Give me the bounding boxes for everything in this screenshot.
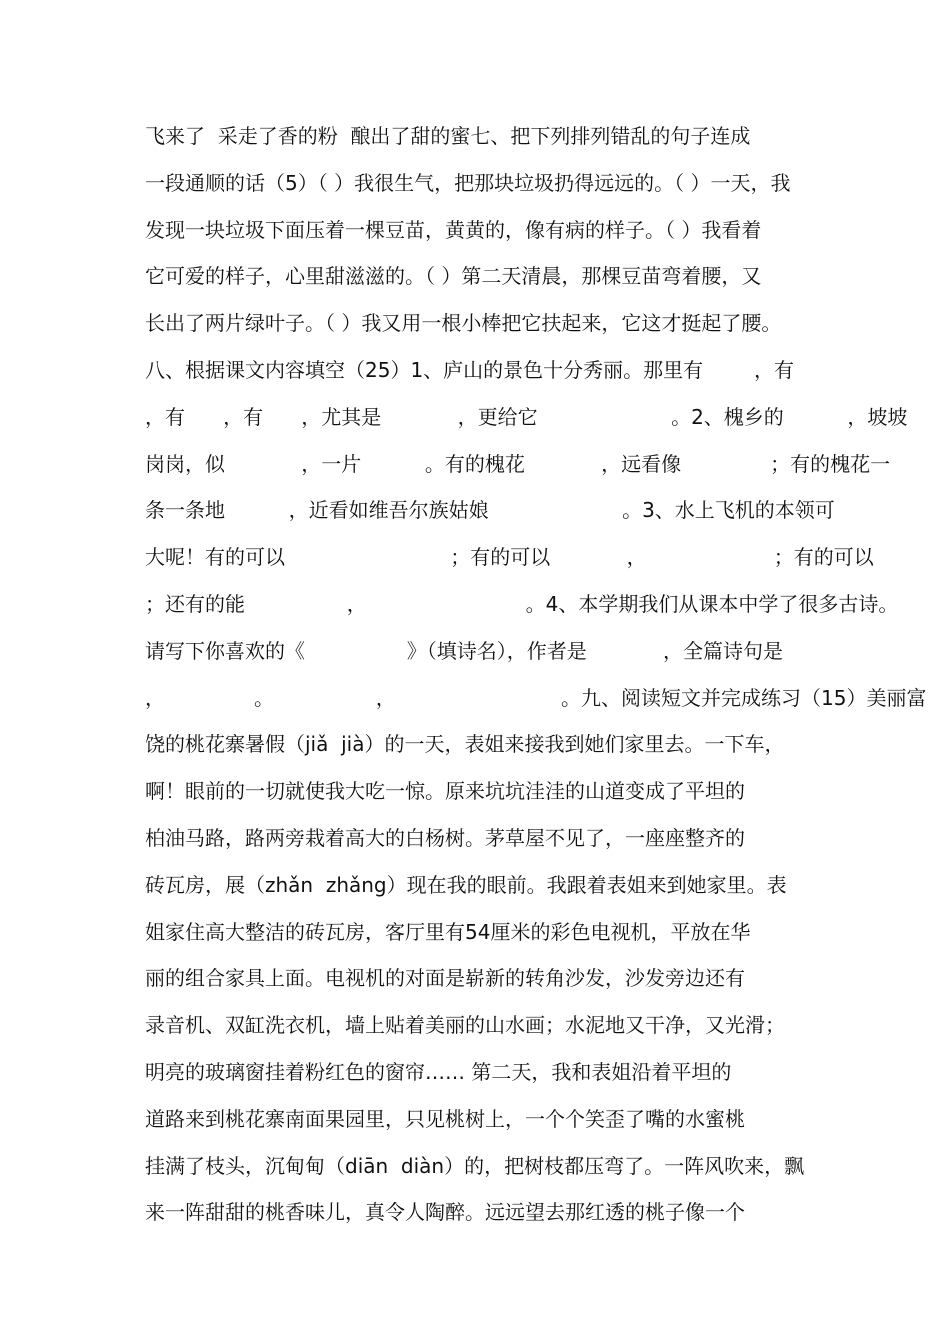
text-line: 姐家住高大整洁的砖瓦房，客厅里有54厘米的彩色电视机，平放在华 — [145, 919, 751, 944]
text-line: ，有 ，有 ，尤其是 ，更给它 。2、槐乡的 ，坡坡 — [145, 404, 908, 429]
text-line: 请写下你喜欢的《 》（填诗名），作者是 ，全篇诗句是 — [145, 638, 784, 663]
text-line: ；还有的能 ， 。4、本学期我们从课本中学了很多古诗。 — [145, 591, 899, 616]
text-line: 一段通顺的话（5）（ ）我很生气，把那块垃圾扔得远远的。（ ）一天，我 — [145, 170, 791, 195]
text-line: 道路来到桃花寨南面果园里，只见桃树上，一个个笑歪了嘴的水蜜桃 — [145, 1106, 745, 1131]
text-line: 岗岗，似 ，一片 。有的槐花 ，远看像 ；有的槐花一 — [145, 451, 891, 476]
text-line: 长出了两片绿叶子。（ ）我又用一根小棒把它扶起来，它这才挺起了腰。 — [145, 311, 782, 336]
text-line: 砖瓦房，展（zhǎn zhǎng）现在我的眼前。我跟着表姐来到她家里。表 — [145, 872, 787, 897]
text-line: 饶的桃花寨暑假（jiǎ jià）的一天，表姐来接我到她们家里去。一下车， — [145, 732, 785, 757]
text-line: ， 。 ， 。九、阅读短文并完成练习（15）美丽富 — [145, 685, 927, 710]
text-line: 它可爱的样子，心里甜滋滋的。（ ）第二天清晨，那棵豆苗弯着腰，又 — [145, 264, 762, 289]
document-body — [145, 120, 927, 1243]
text-line: 八、根据课文内容填空（25）1、庐山的景色十分秀丽。那里有 ，有 — [145, 357, 795, 382]
text-line: 挂满了枝头，沉甸甸（diān diàn）的，把树枝都压弯了。一阵风吹来，飘 — [145, 1153, 805, 1178]
text-line: 录音机、双缸洗衣机，墙上贴着美丽的山水画；水泥地又干净，又光滑； — [145, 1013, 785, 1038]
text-line: 来一阵甜甜的桃香味儿，真令人陶醉。远远望去那红透的桃子像一个 — [145, 1200, 745, 1225]
text-line: 条一条地 ，近看如维吾尔族姑娘 。3、水上飞机的本领可 — [145, 498, 835, 523]
text-line: 丽的组合家具上面。电视机的对面是崭新的转角沙发，沙发旁边还有 — [145, 966, 745, 991]
text-line: 柏油马路，路两旁栽着高大的白杨树。茅草屋不见了，一座座整齐的 — [145, 825, 745, 850]
text-line: 啊！眼前的一切就使我大吃一惊。原来坑坑洼洼的山道变成了平坦的 — [145, 779, 745, 804]
text-line: 大呢！有的可以 ；有的可以 ， ；有的可以 — [145, 545, 874, 570]
text-line: 明亮的玻璃窗挂着粉红色的窗帘…… 第二天，我和表姐沿着平坦的 — [145, 1059, 732, 1084]
text-line: 发现一块垃圾下面压着一棵豆苗，黄黄的，像有病的样子。（ ）我看着 — [145, 217, 762, 242]
text-line: 飞来了 采走了香的粉 酿出了甜的蜜七、把下列排列错乱的句子连成 — [145, 124, 751, 148]
